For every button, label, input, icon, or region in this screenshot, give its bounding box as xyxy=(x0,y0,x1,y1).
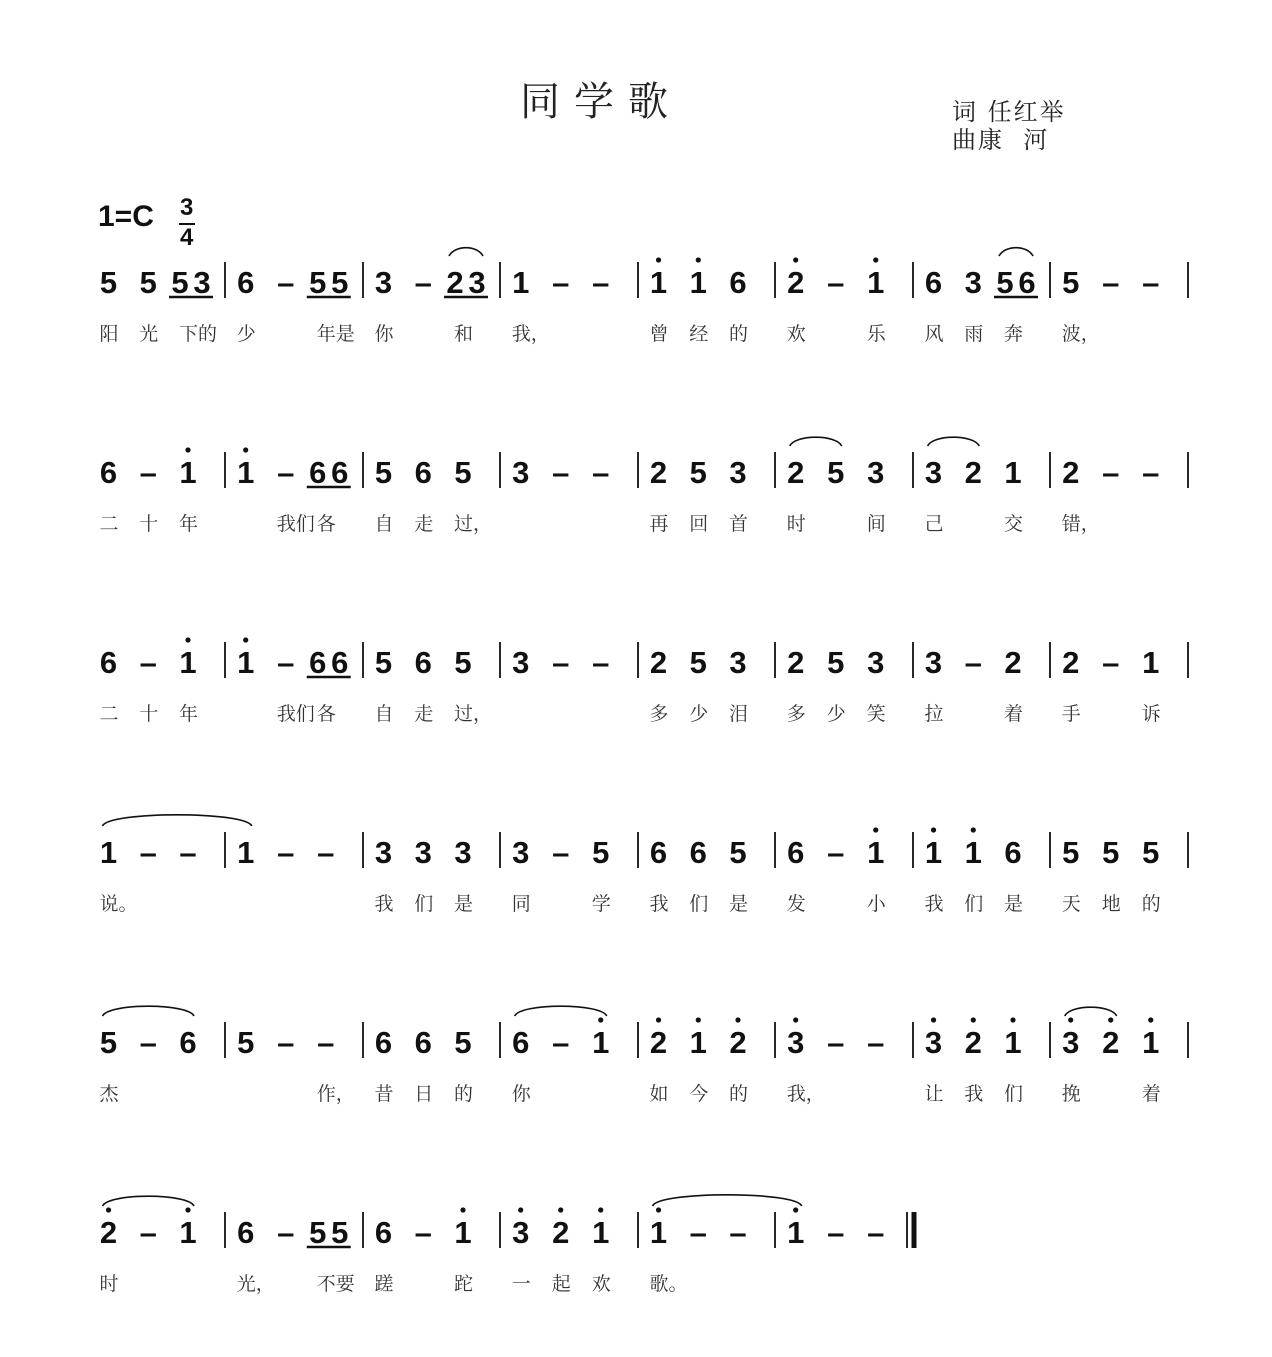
note: 3 xyxy=(374,265,393,300)
slur xyxy=(999,248,1033,256)
note: 2 xyxy=(787,645,805,680)
note: 5 xyxy=(99,1025,118,1060)
lyric-syllable: 是 xyxy=(454,893,474,915)
note: 5 xyxy=(1102,835,1120,870)
lyric-syllable: 地 xyxy=(1101,893,1121,915)
lyric-syllable: 歌。 xyxy=(649,1273,688,1295)
octave-dot xyxy=(460,1207,465,1212)
note: 2 xyxy=(1062,645,1080,680)
time-signature-top: 3 xyxy=(180,194,194,221)
dash-mark: – xyxy=(277,835,295,870)
dash-mark: – xyxy=(552,835,570,870)
dash-mark: – xyxy=(689,1215,707,1250)
note: 1 xyxy=(592,1215,610,1250)
lyric-syllable: 错， xyxy=(1061,513,1100,535)
note: 1 xyxy=(924,835,943,870)
lyric-syllable: 多 xyxy=(786,703,806,725)
note: 5 xyxy=(309,1215,327,1250)
note: 6 xyxy=(1004,835,1022,870)
slur xyxy=(103,815,252,826)
note: 1 xyxy=(237,645,255,680)
lyric-syllable: 我， xyxy=(786,1083,825,1105)
note: 3 xyxy=(924,645,943,680)
octave-dot xyxy=(735,1017,740,1022)
note: 6 xyxy=(414,455,432,490)
octave-dot xyxy=(793,1207,798,1212)
slur xyxy=(790,437,842,446)
lyric-syllable: 的 xyxy=(729,323,749,345)
note: 1 xyxy=(964,835,982,870)
note: 2 xyxy=(964,1025,982,1060)
dash-mark: – xyxy=(827,1215,845,1250)
note: 3 xyxy=(867,455,885,490)
octave-dot xyxy=(696,1017,701,1022)
note: 3 xyxy=(374,835,393,870)
note: 5 xyxy=(237,1025,255,1060)
key-signature: 1=C xyxy=(98,200,154,233)
note: 6 xyxy=(649,835,668,870)
lyric-syllable: 年 xyxy=(179,513,199,535)
note: 5 xyxy=(1142,835,1160,870)
note: 6 xyxy=(414,645,432,680)
octave-dot xyxy=(656,1017,661,1022)
note: 1 xyxy=(99,835,118,870)
octave-dot xyxy=(558,1207,563,1212)
dash-mark: – xyxy=(867,1215,885,1250)
slur xyxy=(515,1006,607,1016)
note: 6 xyxy=(99,455,118,490)
lyric-syllable: 们 xyxy=(689,893,709,915)
octave-dot xyxy=(873,827,878,832)
note: 3 xyxy=(414,835,432,870)
note: 5 xyxy=(331,265,349,300)
lyric-syllable: 拉 xyxy=(924,703,944,725)
note: 1 xyxy=(1004,1025,1022,1060)
lyric-syllable: 着 xyxy=(1141,1083,1161,1105)
lyric-syllable: 昔 xyxy=(374,1083,394,1105)
lyric-syllable: 小 xyxy=(866,893,886,915)
dash-mark: – xyxy=(552,455,570,490)
note: 1 xyxy=(237,455,255,490)
note: 6 xyxy=(924,265,943,300)
note: 3 xyxy=(924,1025,943,1060)
note: 1 xyxy=(689,1025,707,1060)
octave-dot xyxy=(185,637,190,642)
note: 2 xyxy=(552,1215,570,1250)
note: 3 xyxy=(512,1215,530,1250)
lyric-syllable: 的 xyxy=(454,1083,474,1105)
octave-dot xyxy=(243,447,248,452)
dash-mark: – xyxy=(552,645,570,680)
lyric-syllable: 十 xyxy=(139,513,159,535)
lyric-syllable: 回 xyxy=(689,513,709,535)
note: 5 xyxy=(454,1025,472,1060)
note: 5 xyxy=(139,265,157,300)
octave-dot xyxy=(106,1207,111,1212)
lyric-syllable: 我们 xyxy=(276,703,315,725)
lyric-syllable: 二 xyxy=(99,513,119,535)
slur xyxy=(103,1006,194,1016)
dash-mark: – xyxy=(552,1025,570,1060)
dash-mark: – xyxy=(277,265,295,300)
note: 3 xyxy=(512,645,530,680)
octave-dot xyxy=(971,1017,976,1022)
note: 6 xyxy=(374,1215,393,1250)
dash-mark: – xyxy=(139,645,157,680)
lyric-syllable: 挽 xyxy=(1061,1083,1081,1105)
lyric-syllable: 如 xyxy=(649,1083,669,1105)
lyric-syllable: 年 xyxy=(179,703,199,725)
lyric-syllable: 多 xyxy=(649,703,669,725)
note: 1 xyxy=(689,265,707,300)
dash-mark: – xyxy=(139,455,157,490)
note: 6 xyxy=(309,645,327,680)
note: 1 xyxy=(592,1025,610,1060)
octave-dot xyxy=(696,257,701,262)
note: 2 xyxy=(964,455,982,490)
note: 3 xyxy=(964,265,982,300)
lyric-syllable: 雨 xyxy=(964,323,984,345)
lyric-syllable: 十 xyxy=(139,703,159,725)
octave-dot xyxy=(185,447,190,452)
slur xyxy=(449,248,483,256)
note: 5 xyxy=(454,455,472,490)
lyric-syllable: 诉 xyxy=(1141,703,1161,725)
lyric-syllable: 同 xyxy=(511,893,531,915)
lyric-syllable: 风 xyxy=(924,323,944,345)
note: 3 xyxy=(1062,1025,1080,1060)
note: 6 xyxy=(729,265,747,300)
note: 1 xyxy=(787,1215,805,1250)
octave-dot xyxy=(873,257,878,262)
note: 5 xyxy=(309,265,327,300)
note: 5 xyxy=(331,1215,349,1250)
note: 5 xyxy=(171,265,189,300)
note: 5 xyxy=(827,645,845,680)
lyric-syllable: 欢 xyxy=(786,323,806,345)
note: 6 xyxy=(331,455,349,490)
lyric-syllable: 各 xyxy=(316,513,336,535)
lyric-syllable: 自 xyxy=(374,513,394,535)
note: 5 xyxy=(374,455,393,490)
slur xyxy=(653,1195,802,1206)
lyric-syllable: 的 xyxy=(729,1083,749,1105)
note: 2 xyxy=(787,455,805,490)
lyric-syllable: 我 xyxy=(964,1083,984,1105)
note: 2 xyxy=(1004,645,1022,680)
lyric-syllable: 是 xyxy=(1004,893,1024,915)
lyric-syllable: 光， xyxy=(236,1273,275,1295)
lyric-syllable: 己 xyxy=(924,513,944,535)
song-title: 同学歌 xyxy=(520,79,682,125)
lyric-syllable: 和 xyxy=(454,323,474,345)
lyricist-credit: 词 任红举 xyxy=(952,98,1066,126)
lyric-syllable: 阳 xyxy=(99,323,119,345)
lyric-syllable: 乐 xyxy=(866,323,886,345)
note: 1 xyxy=(179,455,197,490)
lyric-syllable: 二 xyxy=(99,703,119,725)
note: 6 xyxy=(309,455,327,490)
dash-mark: – xyxy=(1102,645,1120,680)
lyric-syllable: 光 xyxy=(139,323,159,345)
lyric-syllable: 天 xyxy=(1061,893,1081,915)
dash-mark: – xyxy=(867,1025,885,1060)
note: 6 xyxy=(512,1025,530,1060)
lyric-syllable: 们 xyxy=(1004,1083,1024,1105)
slur xyxy=(1065,1007,1117,1016)
lyric-syllable: 学 xyxy=(591,893,611,915)
lyric-syllable: 不要 xyxy=(316,1273,355,1295)
lyric-syllable: 波， xyxy=(1061,323,1100,345)
dash-mark: – xyxy=(179,835,197,870)
lyric-syllable: 发 xyxy=(786,893,806,915)
octave-dot xyxy=(793,257,798,262)
octave-dot xyxy=(1010,1017,1015,1022)
dash-mark: – xyxy=(1102,265,1120,300)
note: 5 xyxy=(99,265,118,300)
lyric-syllable: 自 xyxy=(374,703,394,725)
lyric-syllable: 各 xyxy=(316,703,336,725)
note: 2 xyxy=(1102,1025,1120,1060)
composer-credit: 曲康 河 xyxy=(952,126,1050,154)
lyric-syllable: 少 xyxy=(236,323,256,345)
dash-mark: – xyxy=(277,455,295,490)
note: 2 xyxy=(649,645,668,680)
lyric-syllable: 首 xyxy=(729,513,749,535)
note: 3 xyxy=(468,265,486,300)
note: 6 xyxy=(689,835,707,870)
dash-mark: – xyxy=(827,265,845,300)
note: 5 xyxy=(996,265,1014,300)
note: 3 xyxy=(512,455,530,490)
dash-mark: – xyxy=(592,645,610,680)
lyric-syllable: 走 xyxy=(414,703,434,725)
octave-dot xyxy=(656,1207,661,1212)
note: 5 xyxy=(689,455,707,490)
note: 1 xyxy=(1142,1025,1160,1060)
lyric-syllable: 今 xyxy=(689,1083,709,1105)
lyric-syllable: 奔 xyxy=(1004,323,1024,345)
note: 3 xyxy=(729,645,747,680)
note: 1 xyxy=(179,645,197,680)
note: 5 xyxy=(1062,265,1080,300)
dash-mark: – xyxy=(827,1025,845,1060)
note: 6 xyxy=(414,1025,432,1060)
note: 3 xyxy=(787,1025,805,1060)
note: 6 xyxy=(1018,265,1036,300)
octave-dot xyxy=(1108,1017,1113,1022)
note: 1 xyxy=(454,1215,472,1250)
lyric-syllable: 下的 xyxy=(179,323,218,345)
dash-mark: – xyxy=(277,1215,295,1250)
lyric-syllable: 一 xyxy=(511,1273,531,1295)
lyric-syllable: 我， xyxy=(511,323,550,345)
note: 1 xyxy=(649,1215,668,1250)
note: 6 xyxy=(179,1025,197,1060)
note: 2 xyxy=(99,1215,118,1250)
note: 2 xyxy=(729,1025,747,1060)
note: 3 xyxy=(193,265,211,300)
octave-dot xyxy=(598,1017,603,1022)
octave-dot xyxy=(971,827,976,832)
dash-mark: – xyxy=(414,1215,432,1250)
lyric-syllable: 笑 xyxy=(866,703,886,725)
lyric-syllable: 我 xyxy=(924,893,944,915)
dash-mark: – xyxy=(592,455,610,490)
lyric-syllable: 经 xyxy=(689,323,709,345)
lyric-syllable: 过， xyxy=(454,703,493,725)
note: 6 xyxy=(237,265,255,300)
note: 5 xyxy=(592,835,610,870)
lyric-syllable: 我 xyxy=(649,893,669,915)
lyric-syllable: 蹉 xyxy=(374,1273,394,1295)
note: 1 xyxy=(649,265,668,300)
lyric-syllable: 是 xyxy=(729,893,749,915)
note: 5 xyxy=(827,455,845,490)
note: 2 xyxy=(649,1025,668,1060)
lyric-syllable: 跎 xyxy=(454,1273,474,1295)
octave-dot xyxy=(931,827,936,832)
lyric-syllable: 少 xyxy=(689,703,709,725)
lyric-syllable: 欢 xyxy=(591,1273,611,1295)
octave-dot xyxy=(1148,1017,1153,1022)
dash-mark: – xyxy=(277,645,295,680)
note: 5 xyxy=(374,645,393,680)
octave-dot xyxy=(243,637,248,642)
note: 6 xyxy=(99,645,118,680)
dash-mark: – xyxy=(1142,265,1160,300)
lyric-syllable: 着 xyxy=(1004,703,1024,725)
note: 3 xyxy=(512,835,530,870)
lyric-syllable: 过， xyxy=(454,513,493,535)
lyric-syllable: 年是 xyxy=(316,323,355,345)
lyric-syllable: 们 xyxy=(414,893,434,915)
lyric-syllable: 们 xyxy=(964,893,984,915)
note: 3 xyxy=(924,455,943,490)
dash-mark: – xyxy=(1102,455,1120,490)
note: 1 xyxy=(867,835,885,870)
dash-mark: – xyxy=(139,1025,157,1060)
lyric-syllable: 起 xyxy=(551,1273,571,1295)
time-signature-bottom: 4 xyxy=(180,224,194,251)
dash-mark: – xyxy=(964,645,982,680)
lyric-syllable: 杰 xyxy=(99,1083,119,1105)
lyric-syllable: 的 xyxy=(1141,893,1161,915)
lyric-syllable: 我们 xyxy=(276,513,315,535)
lyric-syllable: 走 xyxy=(414,513,434,535)
octave-dot xyxy=(1068,1017,1073,1022)
lyric-syllable: 曾 xyxy=(649,323,669,345)
lyric-syllable: 再 xyxy=(649,513,669,535)
lyric-syllable: 我 xyxy=(374,893,394,915)
lyric-syllable: 日 xyxy=(414,1083,434,1105)
lyric-syllable: 你 xyxy=(511,1083,531,1105)
dash-mark: – xyxy=(139,835,157,870)
lyric-syllable: 作， xyxy=(316,1083,355,1105)
note: 5 xyxy=(729,835,747,870)
note: 6 xyxy=(787,835,805,870)
dash-mark: – xyxy=(317,835,335,870)
note: 1 xyxy=(179,1215,197,1250)
lyric-syllable: 你 xyxy=(374,323,394,345)
octave-dot xyxy=(793,1017,798,1022)
octave-dot xyxy=(518,1207,523,1212)
note: 5 xyxy=(454,645,472,680)
note: 2 xyxy=(446,265,464,300)
lyric-syllable: 时 xyxy=(99,1273,119,1295)
lyric-syllable: 时 xyxy=(786,513,806,535)
note: 2 xyxy=(1062,455,1080,490)
lyric-syllable: 手 xyxy=(1061,703,1081,725)
note: 1 xyxy=(512,265,530,300)
note: 6 xyxy=(374,1025,393,1060)
lyric-syllable: 泪 xyxy=(729,703,749,725)
dash-mark: – xyxy=(277,1025,295,1060)
note: 5 xyxy=(689,645,707,680)
note: 2 xyxy=(787,265,805,300)
note: 1 xyxy=(237,835,255,870)
dash-mark: – xyxy=(1142,455,1160,490)
note: 2 xyxy=(649,455,668,490)
dash-mark: – xyxy=(414,265,432,300)
note: 1 xyxy=(1142,645,1160,680)
note: 3 xyxy=(867,645,885,680)
slur xyxy=(103,1196,194,1206)
note: 1 xyxy=(1004,455,1022,490)
lyric-syllable: 让 xyxy=(924,1083,944,1105)
slur xyxy=(928,437,980,446)
lyric-syllable: 少 xyxy=(826,703,846,725)
note: 6 xyxy=(237,1215,255,1250)
dash-mark: – xyxy=(592,265,610,300)
octave-dot xyxy=(185,1207,190,1212)
dash-mark: – xyxy=(317,1025,335,1060)
note: 3 xyxy=(454,835,472,870)
dash-mark: – xyxy=(139,1215,157,1250)
octave-dot xyxy=(656,257,661,262)
note: 5 xyxy=(1062,835,1080,870)
lyric-syllable: 说。 xyxy=(99,893,138,915)
lyric-syllable: 间 xyxy=(866,513,886,535)
octave-dot xyxy=(598,1207,603,1212)
note: 1 xyxy=(867,265,885,300)
note: 3 xyxy=(729,455,747,490)
octave-dot xyxy=(931,1017,936,1022)
note: 6 xyxy=(331,645,349,680)
lyric-syllable: 交 xyxy=(1004,513,1024,535)
dash-mark: – xyxy=(552,265,570,300)
dash-mark: – xyxy=(827,835,845,870)
dash-mark: – xyxy=(729,1215,747,1250)
